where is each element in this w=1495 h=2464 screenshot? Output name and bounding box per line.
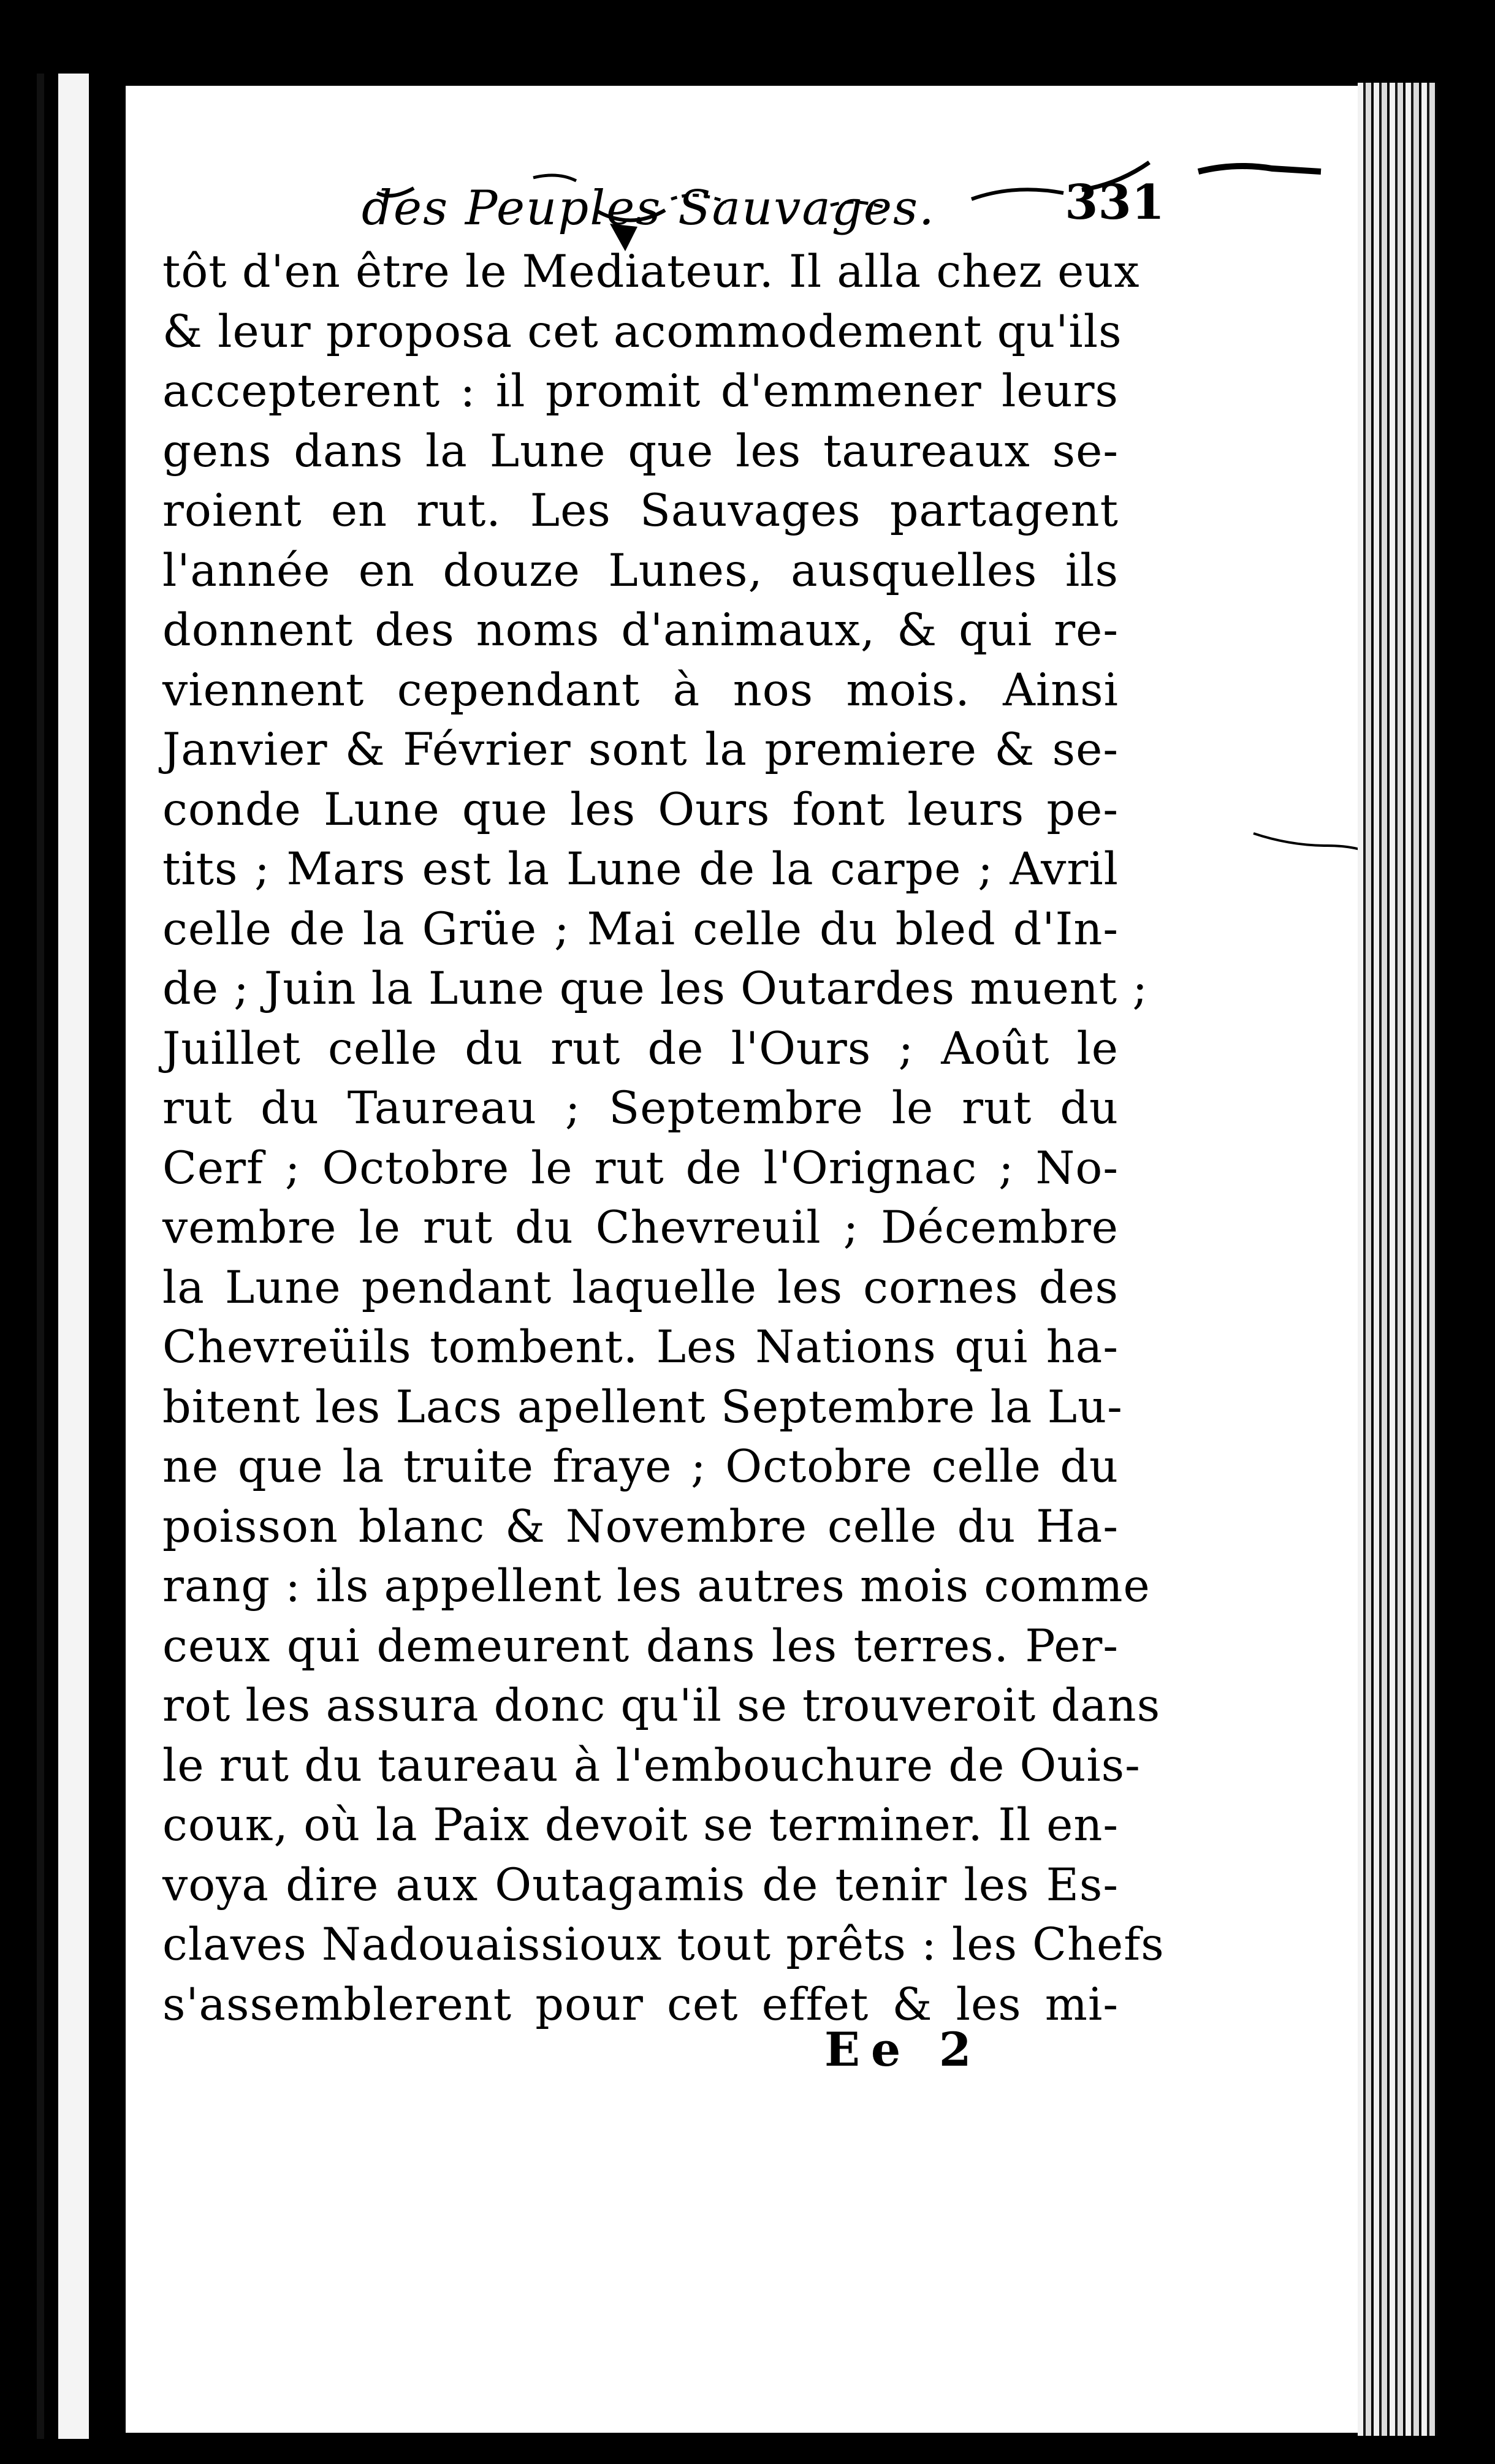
text-line: gens dans la Lune que les taureaux se- xyxy=(162,425,1119,477)
text-line: ceux qui demeurent dans les terres. Per- xyxy=(162,1620,1119,1672)
text-line: couк, où la Paix devoit se terminer. Il en- xyxy=(162,1799,1119,1851)
text-line: rot les assura donc qu'il se trouveroit dans xyxy=(162,1680,1161,1732)
text-line: Chevreüils tombent. Les Nations qui ha- xyxy=(162,1321,1119,1373)
left-page-edge xyxy=(58,74,89,2439)
text-line: celle de la Grüe ; Mai celle du bled d'In- xyxy=(162,903,1119,955)
text-line: le rut du taureau à l'embouchure de Ouis- xyxy=(162,1739,1141,1792)
page-number: 331 xyxy=(1065,175,1165,230)
text-line: poisson blanc & Novembre celle du Ha- xyxy=(162,1500,1119,1553)
catchword-signature: Ee 2 xyxy=(824,2022,983,2077)
text-line: tôt d'en être le Mediateur. Il alla chez eux xyxy=(162,246,1140,298)
text-line: roient en rut. Les Sauvages partagent xyxy=(162,485,1119,537)
text-line: voya dire aux Outagamis de tenir les Es- xyxy=(162,1859,1119,1911)
text-line: rut du Taureau ; Septembre le rut du xyxy=(162,1082,1119,1134)
text-line: la Lune pendant laquelle les cornes des xyxy=(162,1261,1119,1314)
text-line: Juillet celle du rut de l'Ours ; Août le xyxy=(162,1022,1119,1075)
text-line: ne que la truite fraye ; Octobre celle du xyxy=(162,1441,1119,1493)
text-line: accepterent : il promit d'emmener leurs xyxy=(162,365,1119,417)
text-line: tits ; Mars est la Lune de la carpe ; Avril xyxy=(162,843,1119,895)
text-line: & leur proposa cet acommodement qu'ils xyxy=(162,305,1122,358)
text-line: Cerf ; Octobre le rut de l'Orignac ; No- xyxy=(162,1142,1119,1194)
text-line: donnent des noms d'animaux, & qui re- xyxy=(162,604,1119,656)
text-line: rang : ils appellent les autres mois comme xyxy=(162,1560,1151,1612)
body-text xyxy=(162,242,1165,2034)
text-line: Janvier & Février sont la premiere & se- xyxy=(162,724,1119,776)
text-line: de ; Juin la Lune que les Outardes muent ; xyxy=(162,963,1148,1015)
running-head-title: des Peuples Sauvages. xyxy=(362,181,935,236)
text-line: conde Lune que les Ours font leurs pe- xyxy=(162,783,1119,836)
text-line: bitent les Lacs apellent Septembre la Lu- xyxy=(162,1381,1123,1433)
binding-shadow xyxy=(37,74,44,2439)
page-edge-stack xyxy=(1358,83,1437,2436)
text-line: vembre le rut du Chevreuil ; Décembre xyxy=(162,1202,1119,1254)
text-line: l'année en douze Lunes, ausquelles ils xyxy=(162,544,1119,597)
text-line: claves Nadouaissioux tout prêts : les Chefs xyxy=(162,1919,1165,1971)
scan-border xyxy=(1437,80,1495,2445)
text-line: viennent cependant à nos mois. Ainsi xyxy=(162,664,1119,716)
text-line: s'assemblerent pour cet effet & les mi- xyxy=(162,1978,1119,2031)
